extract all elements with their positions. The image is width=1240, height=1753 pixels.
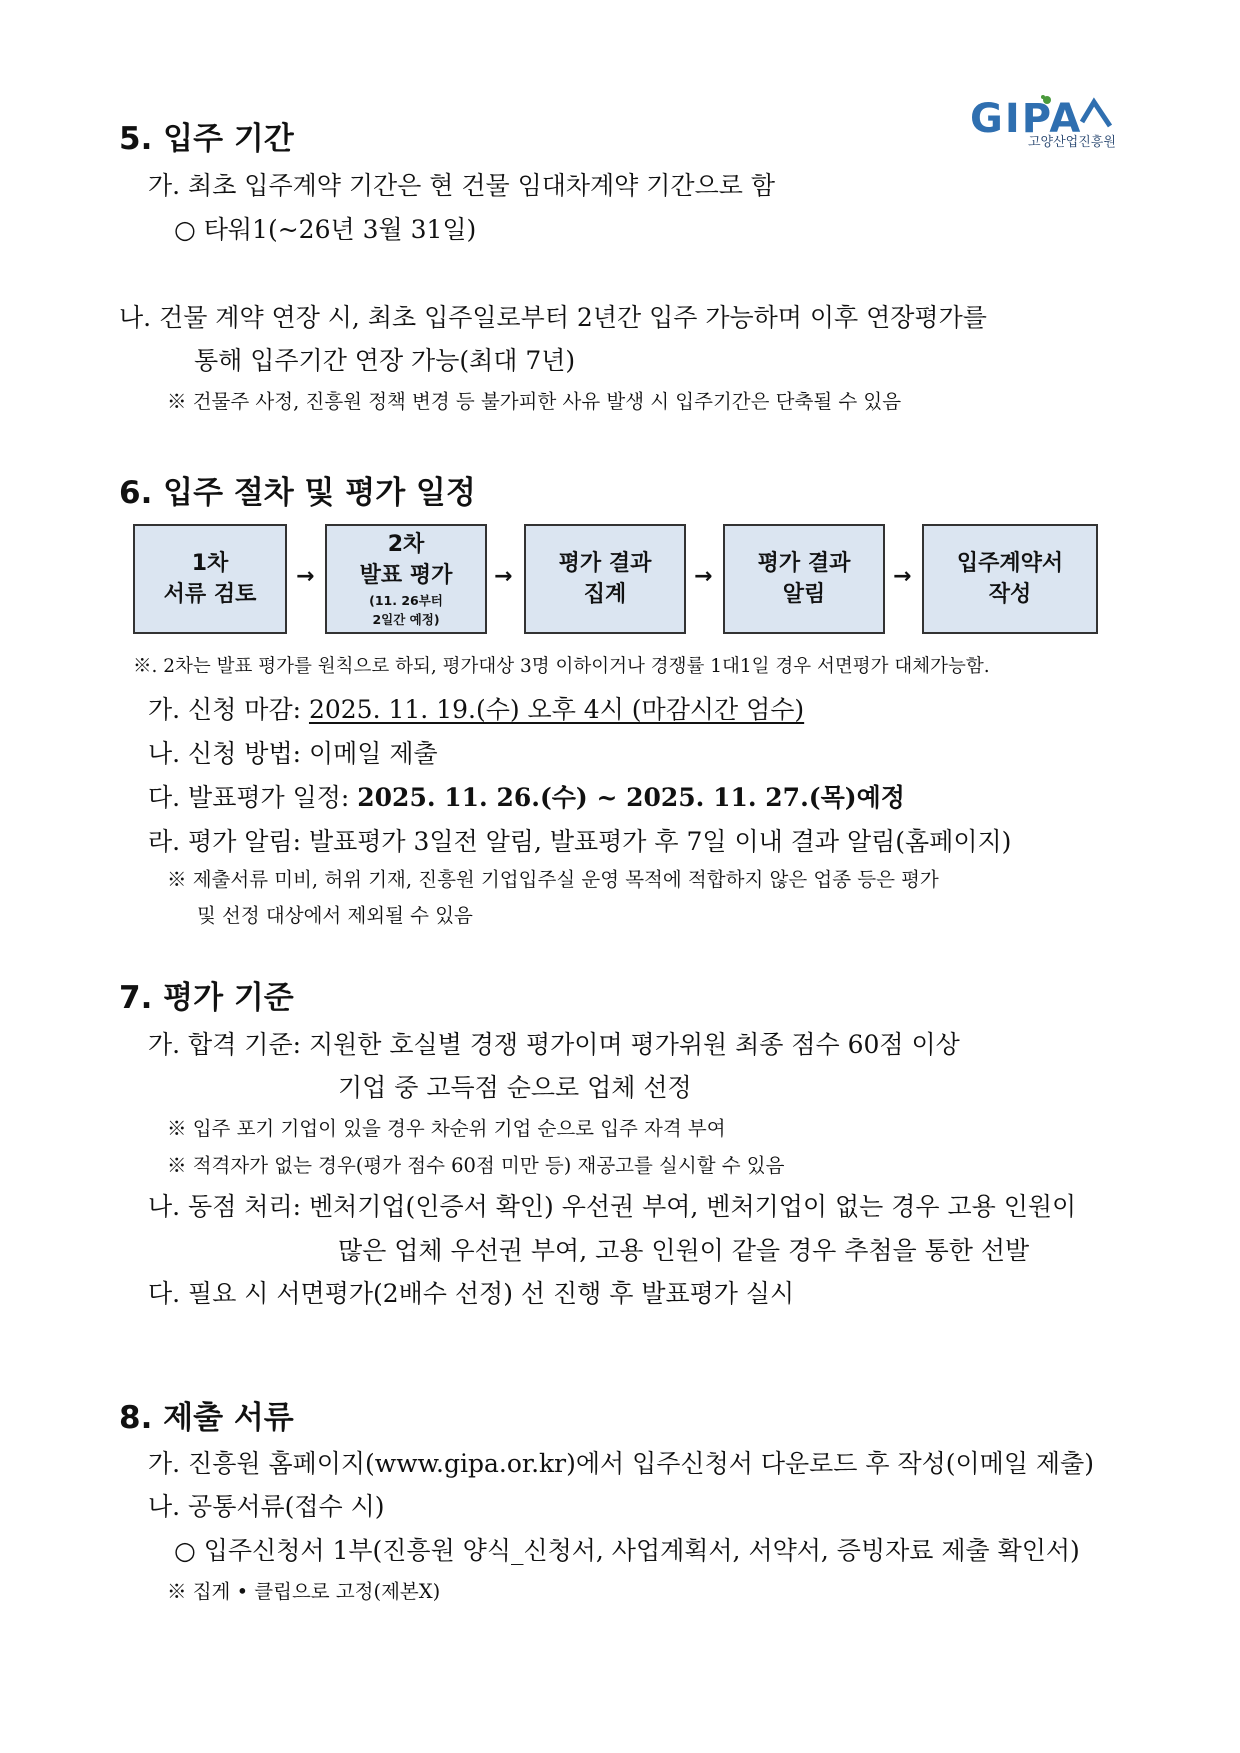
s5-item-ga: 가. 최초 입주계약 기간은 현 건물 임대차계약 기간으로 함 <box>148 171 775 200</box>
s6-item-ra: 라. 평가 알림: 발표평가 3일전 알림, 발표평가 후 7일 이내 결과 알림(홈페이지) <box>148 827 1012 856</box>
section-5-heading: 5. 입주 기간 <box>119 121 294 157</box>
s7-note-1: ※ 입주 포기 기업이 있을 경우 차순위 기업 순으로 입주 자격 부여 <box>167 1117 726 1140</box>
s7-item-ga-line2: 기업 중 고득점 순으로 업체 선정 <box>338 1073 692 1102</box>
flow-arrow-icon: → <box>893 564 912 589</box>
s8-item-na-sub: ○ 입주신청서 1부(진흥원 양식_신청서, 사업계획서, 서약서, 증빙자료 제출 확인서) <box>174 1536 1080 1565</box>
s7-item-na-line2: 많은 업체 우선권 부여, 고용 인원이 같을 경우 추첨을 통한 선발 <box>338 1236 1030 1265</box>
s6-presentation-date: 2025. 11. 26.(수) ~ 2025. 11. 27.(목)예정 <box>357 783 905 812</box>
flow-arrow-icon: → <box>296 564 315 589</box>
flow-step-5: 입주계약서 작성 <box>922 524 1098 634</box>
s5-item-na-line1: 나. 건물 계약 연장 시, 최초 입주일로부터 2년간 입주 가능하며 이후 연장평가를 <box>119 303 987 332</box>
flow-arrow-icon: → <box>694 564 713 589</box>
s8-note: ※ 집게 • 클립으로 고정(제본X) <box>167 1580 441 1603</box>
s6-item-na: 나. 신청 방법: 이메일 제출 <box>148 739 438 768</box>
flow-arrow-icon: → <box>494 564 513 589</box>
s8-item-na: 나. 공통서류(접수 시) <box>148 1492 385 1521</box>
flow-step-3: 평가 결과 집계 <box>524 524 686 634</box>
section-6-heading: 6. 입주 절차 및 평가 일정 <box>119 475 476 511</box>
s7-item-na-line1: 나. 동점 처리: 벤처기업(인증서 확인) 우선권 부여, 벤처기업이 없는 경우 고용 인원이 <box>148 1192 1077 1221</box>
gipa-logo <box>970 92 1130 148</box>
flow-step-1: 1차 서류 검토 <box>133 524 287 634</box>
s6-note-1: ※. 2차는 발표 평가를 원칙으로 하되, 평가대상 3명 이하이거나 경쟁률 1대1일 경우 서면평가 대체가능함. <box>133 656 990 677</box>
s5-note: ※ 건물주 사정, 진흥원 정책 변경 등 불가피한 사유 발생 시 입주기간은 단축될 수 있음 <box>167 390 902 413</box>
s6-item-ga: 가. 신청 마감: 2025. 11. 19.(수) 오후 4시 (마감시간 엄수) <box>148 695 805 724</box>
flow-step-4: 평가 결과 알림 <box>723 524 885 634</box>
s7-item-ga-line1: 가. 합격 기준: 지원한 호실별 경쟁 평가이며 평가위원 최종 점수 60점 이상 <box>148 1030 960 1059</box>
s5-item-na-line2: 통해 입주기간 연장 가능(최대 7년) <box>194 346 576 375</box>
s6-note-2-line2: 및 선정 대상에서 제외될 수 있음 <box>197 904 473 927</box>
section-8-heading: 8. 제출 서류 <box>119 1400 294 1436</box>
s6-item-da: 다. 발표평가 일정: 2025. 11. 26.(수) ~ 2025. 11. 27.(목)예정 <box>148 783 905 812</box>
svg-text:GIPA: GIPA <box>970 96 1083 142</box>
flow-step-2: 2차 발표 평가 (11. 26부터 2일간 예정) <box>325 524 487 634</box>
s7-item-da: 다. 필요 시 서면평가(2배수 선정) 선 진행 후 발표평가 실시 <box>148 1279 795 1308</box>
logo-subtitle: 고양산업진흥원 <box>1028 135 1116 148</box>
s7-note-2: ※ 적격자가 없는 경우(평가 점수 60점 미만 등) 재공고를 실시할 수 있음 <box>167 1154 785 1177</box>
s8-item-ga: 가. 진흥원 홈페이지(www.gipa.or.kr)에서 입주신청서 다운로드 후 작성(이메일 제출) <box>148 1449 1094 1478</box>
s6-note-2-line1: ※ 제출서류 미비, 허위 기재, 진흥원 기업입주실 운영 목적에 적합하지 않은 업종 등은 평가 <box>167 868 939 891</box>
s6-deadline: 2025. 11. 19.(수) 오후 4시 (마감시간 엄수) <box>308 695 805 724</box>
s5-item-ga-sub: ○ 타워1(~26년 3월 31일) <box>174 215 477 244</box>
section-7-heading: 7. 평가 기준 <box>119 980 294 1016</box>
